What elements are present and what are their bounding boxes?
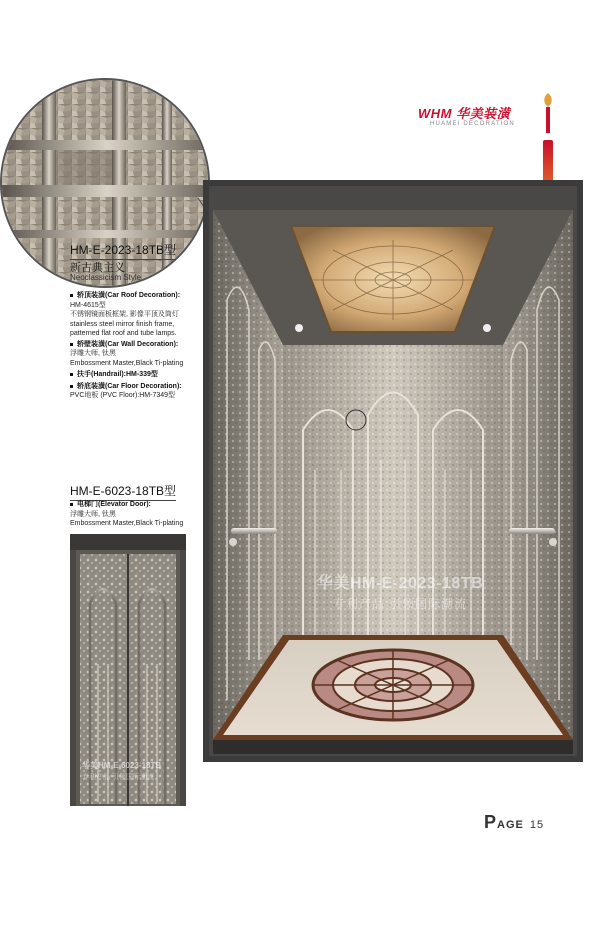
product-model-title: HM-E-2023-18TB型 bbox=[70, 241, 176, 260]
brand-subtitle: HUAMEI DECORATION bbox=[430, 121, 515, 127]
door-watermark: 华美HM-E-6023-18TB 专利产品 引领国际潮流 bbox=[82, 761, 162, 781]
door-spec-list: 电梯门(Elevator Door): 浮雕大师, 钛黑 Embossment Master,Black Ti-plating bbox=[70, 500, 200, 529]
style-chinese: 新古典主义 bbox=[70, 262, 125, 274]
style-english: Neoclassicism Style bbox=[70, 273, 142, 282]
spec-floor: 轿底装潢(Car Floor Decoration): PVC地板 (PVC Floor):HM-7349型 bbox=[70, 382, 200, 401]
elevator-cabin-image bbox=[203, 180, 583, 762]
spec-handrail: 扶手(Handrail):HM-339型 bbox=[70, 370, 200, 380]
door-model-title: HM-E-6023-18TB型 bbox=[70, 482, 176, 501]
page-number: 15 bbox=[529, 819, 545, 831]
product-spec-list bbox=[70, 291, 200, 401]
page-number-label: PAGE 15 bbox=[484, 812, 545, 832]
brand-name: WHM 华美装潢 bbox=[418, 106, 511, 121]
cabin-watermark: 华美HM-E-2023-18TB 专利产品 引领国际潮流 bbox=[316, 575, 484, 611]
spec-roof: 轿顶装潢(Car Roof Decoration): HM-4615型 不锈钢镜面板框架, 影像平顶及筒灯 stainless steel mirror finish frame, patterned flat roof and tube lamps. bbox=[70, 291, 200, 339]
spec-wall: 轿壁装潢(Car Wall Decoration): 浮雕大师, 钛黑 Embossment Master,Black Ti-plating bbox=[70, 340, 200, 369]
brand-mark-icon bbox=[541, 91, 555, 135]
brand-logo bbox=[418, 101, 578, 141]
